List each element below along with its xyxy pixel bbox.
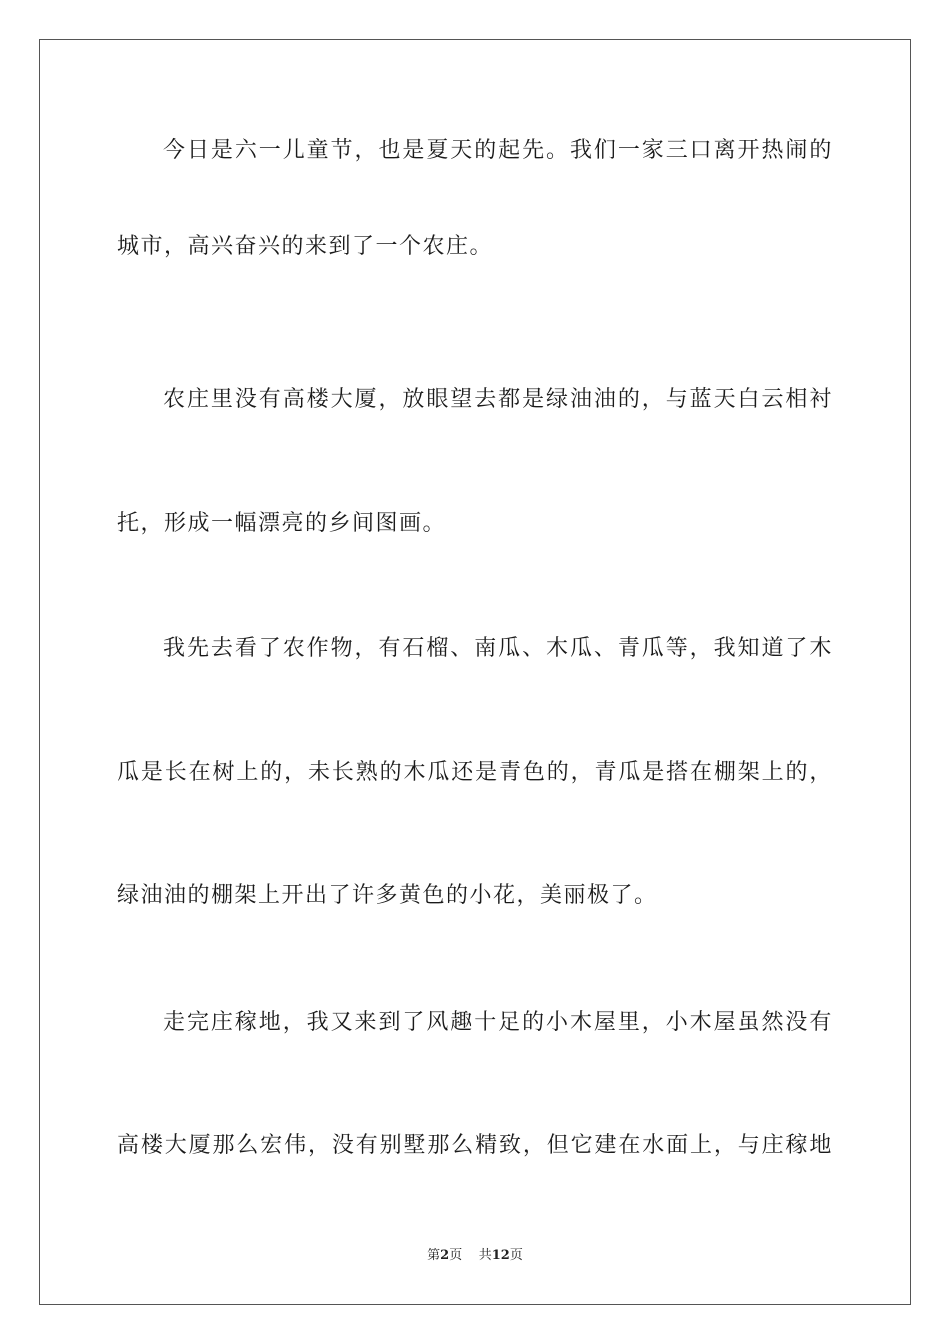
paragraph-3-line-1: 我 先 去 看 了 农 作 物 ， 有 石 榴 、 南 瓜 、 木 瓜 、 青 瓜 等 ， 我 知 道 了 木 (163, 636, 833, 661)
paragraph-3-line-3: 绿油油的棚架上开出了许多黄色的小花，美丽极了。 (117, 883, 658, 908)
page-border (39, 39, 911, 1305)
page-footer (0, 1247, 950, 1265)
paragraph-1-line-2: 城市，高兴奋兴的来到了一个农庄。 (117, 234, 494, 259)
footer-total-prefix: 共 (478, 1248, 492, 1263)
paragraph-4-line-1: 走 完 庄 稼 地 ， 我 又 来 到 了 风 趣 十 足 的 小 木 屋 里 ， 小 木 屋 虽 然 没 有 (163, 1010, 833, 1035)
paragraph-4-line-2: 高 楼 大 厦 那 么 宏 伟 ， 没 有 别 墅 那 么 精 致 ， 但 它 建 在 水 面 上 ， 与 庄 稼 地 (117, 1133, 833, 1158)
footer-page-number: 2 (440, 1248, 450, 1263)
footer-page-suffix: 页 (449, 1248, 463, 1263)
paragraph-2-line-1: 农 庄 里 没 有 高 楼 大 厦 ， 放 眼 望 去 都 是 绿 油 油 的 ， 与 蓝 天 白 云 相 衬 (163, 387, 833, 412)
paragraph-1-line-1: 今 日 是 六 一 儿 童 节 ， 也 是 夏 天 的 起 先 。 我 们 一 家 三 口 离 开 热 闹 的 (163, 138, 833, 163)
footer-total-pages: 12 (491, 1248, 510, 1263)
footer-total-suffix: 页 (509, 1248, 523, 1263)
footer-page-prefix: 第 (427, 1248, 441, 1263)
paragraph-3-line-2: 瓜 是 长 在 树 上 的 ， 未 长 熟 的 木 瓜 还 是 青 色 的 ， 青 瓜 是 搭 在 棚 架 上 的 ， (117, 760, 833, 785)
paragraph-2-line-2: 托，形成一幅漂亮的乡间图画。 (117, 511, 447, 536)
